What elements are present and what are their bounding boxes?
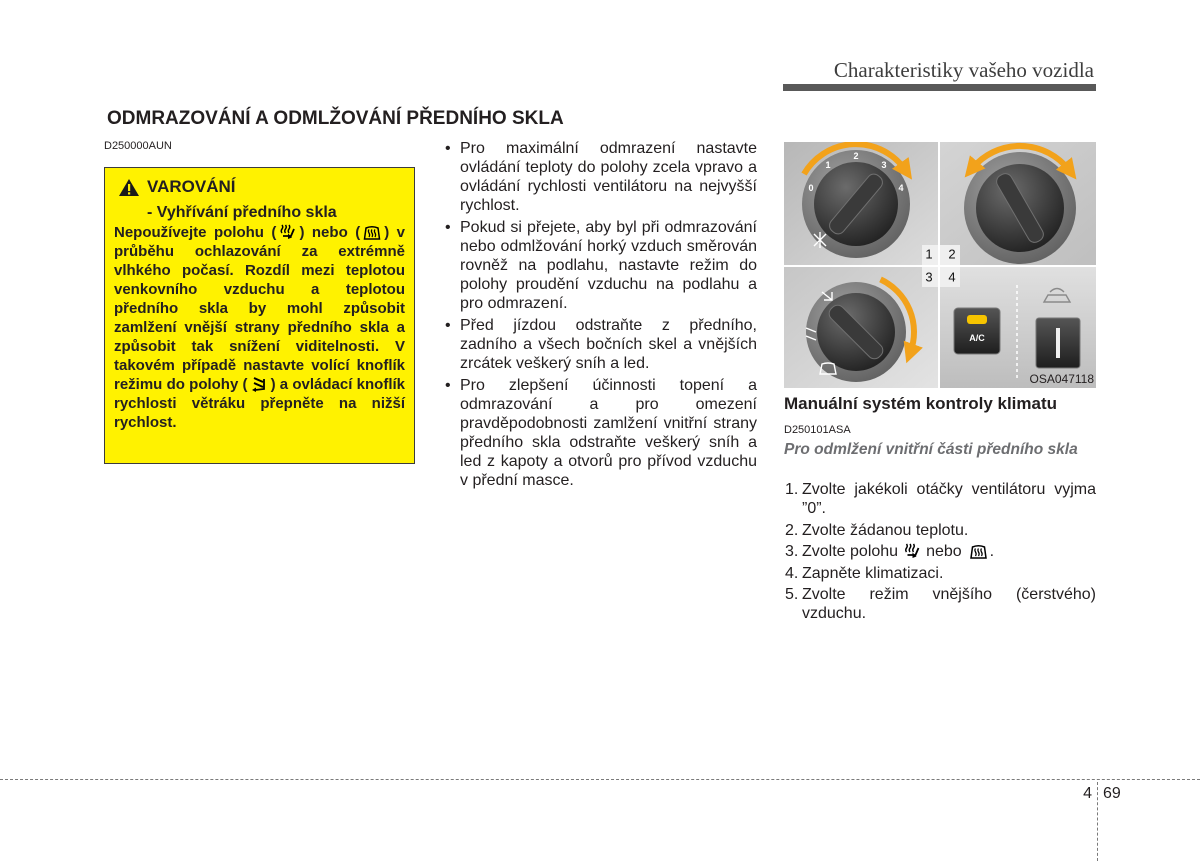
figure-number-label: 4 (948, 269, 956, 285)
climate-control-illustration (784, 142, 1096, 388)
fan-speed-label: 4 (898, 183, 904, 193)
list-item: • Pro maximální odmrazení nastavte ovládání teploty do polohy zcela vpravo a ovládání rychlosti ventilátoru na nejvyšší rychlost. (443, 139, 757, 215)
list-item (784, 585, 1096, 623)
step-number: 4. (785, 564, 799, 582)
subsection-reference-code: D250101ASA (784, 424, 851, 436)
step-text: Zvolte polohu (802, 543, 899, 560)
header-rule (783, 84, 1096, 91)
page-number: 69 (1103, 785, 1121, 802)
footer-rule (0, 779, 1200, 780)
step-number: 5. (785, 586, 799, 603)
warning-text-part: Nepoužívejte polohu ( (114, 224, 277, 241)
warning-text-part: ) a ovládací knoflík rychlosti větráku přepněte na nižší rychlost. (114, 376, 405, 431)
ac-label: A/C (969, 333, 985, 343)
mode-knob (806, 282, 906, 382)
floor-icon (251, 376, 268, 392)
temperature-knob (964, 152, 1076, 264)
step-number: 1. (785, 481, 799, 498)
warning-box (104, 167, 415, 464)
warning-text-part: ) nebo ( (299, 224, 361, 241)
warning-triangle-icon (118, 178, 140, 197)
section-reference-code: D250000AUN (104, 140, 172, 152)
defrost-floor-icon (903, 543, 921, 559)
warning-subheading: - Vyhřívání předního skla (147, 204, 337, 221)
list-item (784, 542, 1096, 561)
list-item: • Pokud si přejete, aby byl při odmrazování nebo odmlžování horký vzduch směrován rovněž na podlahu, nastavte režim do polohy proudění vzduchu na podlahu a pro odmrazení. (443, 218, 757, 313)
list-item (784, 480, 1096, 518)
procedure-heading: Pro odmlžení vnitřní části předního skla (784, 441, 1078, 458)
windshield-defrost-icon (969, 544, 988, 559)
fan-speed-label: 1 (825, 160, 831, 170)
figure-number-label: 3 (925, 269, 933, 285)
figure-number-label: 1 (925, 246, 933, 262)
footer-page-divider (1097, 782, 1098, 861)
step-text: Zapněte klimatizaci. (802, 564, 944, 582)
step-text: Zvolte žádanou teplotu. (802, 521, 969, 539)
step-text: nebo (926, 543, 962, 560)
chapter-number: 4 (1083, 785, 1092, 802)
list-item: • Před jízdou odstraňte z předního, zadního a všech bočních skel a vnějších zrcátek veškerý sníh a led. (443, 316, 757, 373)
step-text: Zvolte jakékoli otáčky ventilátoru vyjma ”0”. (802, 481, 1096, 517)
step-text: . (989, 543, 995, 560)
fan-speed-label: 0 (808, 183, 814, 193)
list-item (784, 564, 1096, 583)
defrost-floor-icon (279, 224, 296, 240)
warning-text-part: ) v průběhu ochlazování za extrémně vlhkého počasí. Rozdíl mezi teplotou venkovního vzduchu a teplotou předního skla by mohl způsobit zamlžení vnější strany předního skla a způsobit tak snížení viditelnosti. V takovém případě nastavte volící knoflík režimu do polohy ( (114, 224, 405, 393)
air-intake-slider (1036, 318, 1080, 368)
list-item: • Pro zlepšení účinnosti topení a odmrazování a pro omezení pravděpodobnosti zamlžení vnitřní strany předního skla odstraňte veškerý sníh a led z kapoty a otvorů pro přívod vzduchu v přední masce. (443, 376, 757, 490)
fan-speed-label: 2 (853, 151, 859, 161)
windshield-defrost-icon (363, 225, 381, 240)
warning-body (114, 223, 405, 432)
running-header-title: Charakteristiky vašeho vozidla (833, 58, 1094, 82)
warning-heading: VAROVÁNÍ (147, 177, 236, 196)
figure-code: OSA047118 (1029, 372, 1094, 386)
subsection-title: Manuální systém kontroly klimatu (784, 394, 1058, 413)
ac-button (954, 308, 1000, 354)
step-number: 3. (785, 543, 799, 560)
procedure-steps (784, 480, 1096, 626)
step-text: Zvolte režim vnějšího (čerstvého) vzduchu. (802, 586, 1096, 622)
list-item (784, 521, 1096, 540)
defrost-tips-list (443, 139, 757, 493)
step-number: 2. (785, 521, 799, 539)
fan-speed-label: 3 (881, 160, 887, 170)
fan-speed-knob (802, 150, 910, 258)
section-title: ODMRAZOVÁNÍ A ODMLŽOVÁNÍ PŘEDNÍHO SKLA (107, 108, 564, 129)
figure-number-label: 2 (948, 246, 956, 262)
